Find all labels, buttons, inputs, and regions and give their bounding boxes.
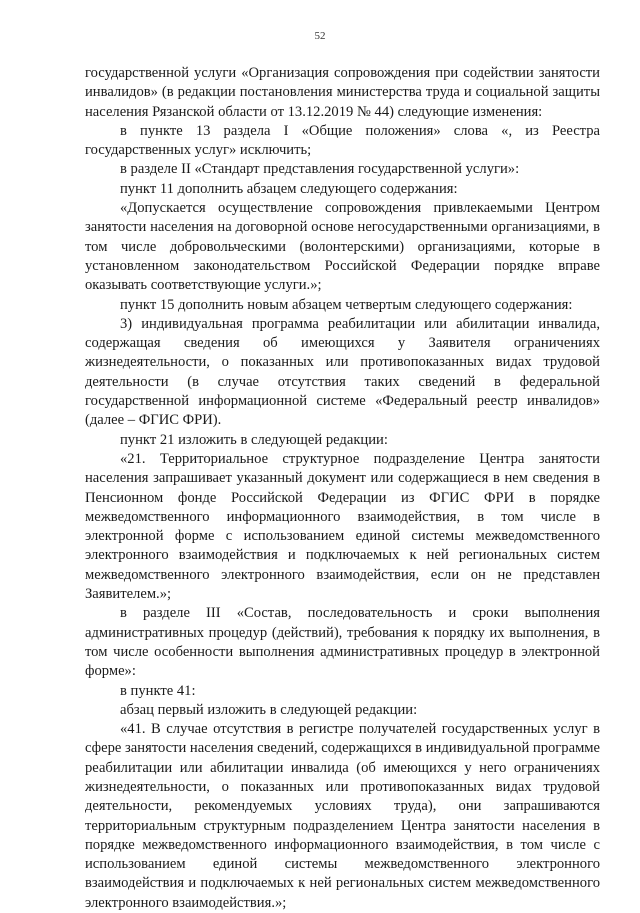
paragraph-quote-11: «Допускается осуществление сопровождения привлекаемыми Центром занятости населения на договорной основе негосударственными организациями, в том числе добровольческими (волонтерскими) организациями, которые в установленном законодательством Российской Федерации порядке вправе оказывать соответствующие услуги.»;: [85, 200, 600, 294]
paragraph-section-3: в разделе III «Состав, последовательность и сроки выполнения административных процедур (действий), требования к порядку их выполнения, в том числе особенности выполнения административных процедур в электронной форме»:: [85, 605, 600, 680]
paragraph-item-21: пункт 21 изложить в следующей редакции:: [120, 431, 388, 448]
paragraph-quote-21: «21. Территориальное структурное подразделение Центра занятости населения запрашивает указанный документ или содержащиеся в нем сведения в Пенсионном фонде Российской Федерации из ФГИС ФРИ в порядке межведомственного информационного взаимодействия, в том числе в электронной форме с использованием единой системы межведомственного электронного взаимодействия и подключаемых к ней региональных систем межведомственного электронного взаимодействия, если он не представлен Заявителем.»;: [85, 450, 600, 603]
paragraph-subitem-3: 3) индивидуальная программа реабилитации или абилитации инвалида, содержащая сведения об имеющихся у Заявителя ограничениях жизнедеятельности, о показанных или противопоказанных видах трудовой деятельности (в случае отсутствия таких сведений в федеральной государственной информационной системе «Федеральный реестр инвалидов» (далее – ФГИС ФРИ).: [85, 315, 600, 429]
paragraph-item-13: в пункте 13 раздела I «Общие положения» слова «, из Реестра государственных услуг» исключить;: [85, 122, 600, 159]
paragraph-item-41: в пункте 41:: [120, 682, 196, 699]
page-number: 52: [314, 30, 326, 42]
paragraph-item-15: пункт 15 дополнить новым абзацем четвертым следующего содержания:: [120, 296, 573, 313]
paragraph-intro: государственной услуги «Организация сопровождения при содействии занятости инвалидов» (в редакции постановления министерства труда и социальной защиты населения Рязанской области от 13.12.2019 № 44) следующие изменения:: [85, 65, 600, 120]
paragraph-quote-41: «41. В случае отсутствия в регистре получателей государственных услуг в сфере занятости населения сведений, содержащихся в индивидуальной программе реабилитации или абилитации инвалида (об имеющихся у него ограничениях жизнедеятельности, о показанных или противопоказанных видах трудовой деятельности, рекомендуемых условиях труда), они запрашиваются территориальным структурным подразделением Центра занятости населения в порядке межведомственного информационного взаимодействия, в том числе с использованием единой системы межведомственного электронного взаимодействия и подключаемых к ней региональных систем межведомственного электронного взаимодействия.»;: [85, 721, 601, 911]
document-body: [85, 64, 600, 913]
paragraph-first-para: абзац первый изложить в следующей редакции:: [120, 701, 418, 718]
paragraph-section-2: в разделе II «Стандарт представления государственной услуги»:: [120, 161, 520, 178]
paragraph-item-11: пункт 11 дополнить абзацем следующего содержания:: [120, 180, 458, 197]
